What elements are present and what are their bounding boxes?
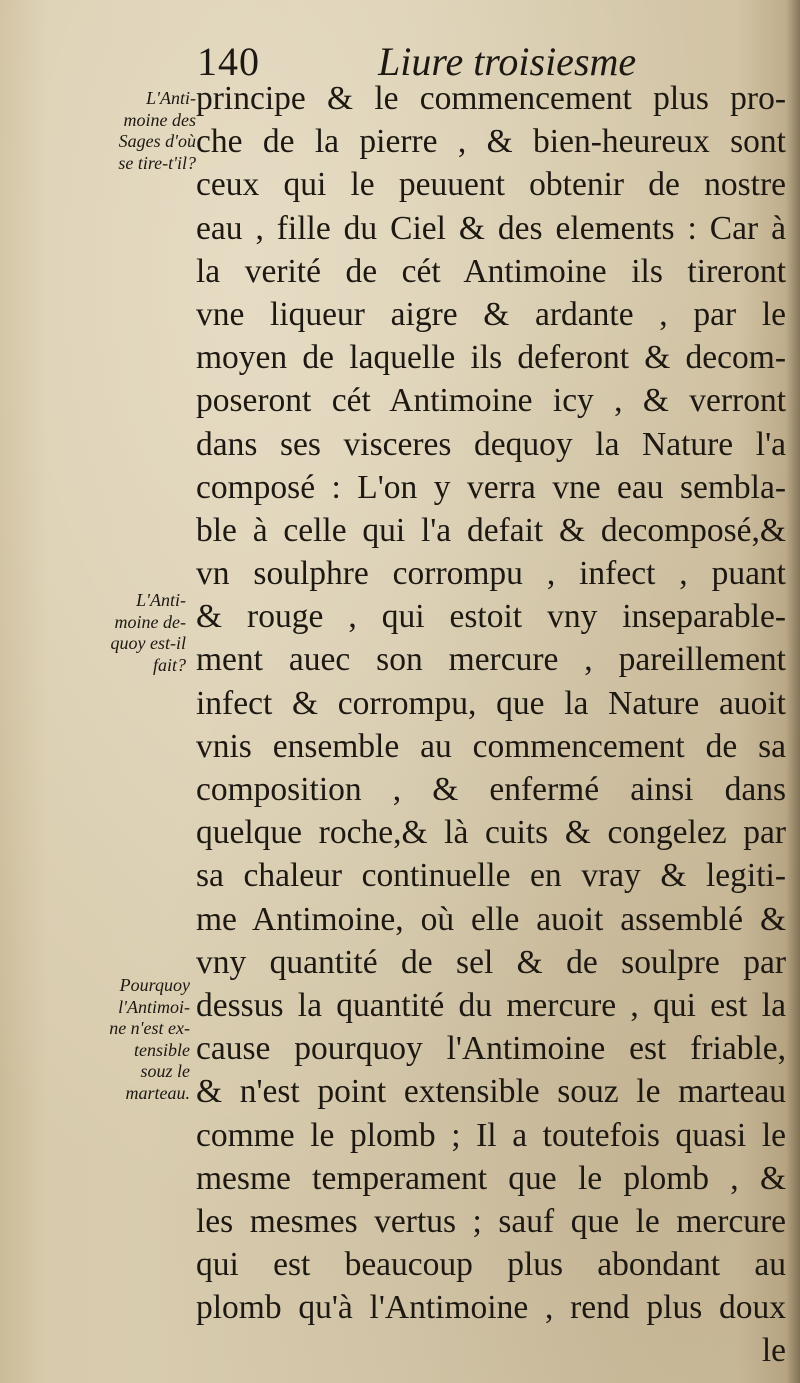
- text-line: vny quantité de sel & de soulpre par: [196, 943, 786, 981]
- text-line: comme le plomb ; Il a toutefois quasi le: [196, 1116, 786, 1154]
- text-line: vn soulphre corrompu , infect , puant: [196, 555, 786, 593]
- text-line: & n'est point extensible souz le marteau: [196, 1073, 786, 1111]
- text-line: me Antimoine, où elle auoit assemblé &: [196, 900, 786, 938]
- text-line: vnis ensemble au commencement de sa: [196, 727, 786, 765]
- marginal-note-line: moine des: [123, 109, 196, 130]
- marginal-note-line: fait?: [152, 654, 186, 675]
- marginal-note: [96, 88, 196, 174]
- marginal-note-line: moine de-: [114, 611, 186, 632]
- text-line: mesme temperament que le plomb , &: [196, 1159, 786, 1197]
- marginal-note-line: marteau.: [125, 1082, 190, 1103]
- text-line: composé : L'on y verra vne eau sembla-: [196, 468, 786, 506]
- marginal-note-line: Sages d'où: [118, 131, 196, 151]
- text-line: ble à celle qui l'a defait & decomposé,&: [196, 511, 786, 549]
- text-line: dessus la quantité du mercure , qui est la: [196, 986, 786, 1024]
- text-line: plomb qu'à l'Antimoine , rend plus doux: [196, 1289, 786, 1327]
- text-line: moyen de laquelle ils deferont & decom-: [196, 339, 786, 377]
- marginal-note-line: ne n'est ex-: [109, 1018, 190, 1038]
- body-text: [196, 77, 786, 1373]
- marginal-note-line: l'Antimoi-: [118, 996, 190, 1017]
- text-line: qui est beaucoup plus abondant au: [196, 1246, 786, 1284]
- text-line: infect & corrompu, que la Nature auoit: [196, 684, 786, 722]
- text-line: che de la pierre , & bien-heureux sont: [196, 123, 786, 161]
- text-line: vne liqueur aigre & ardante , par le: [196, 295, 786, 333]
- marginal-note-line: Pourquoy: [119, 975, 190, 995]
- text-line: sa chaleur continuelle en vray & legiti-: [196, 857, 786, 895]
- marginal-note-line: quoy est-il: [110, 633, 186, 653]
- text-line: composition , & enfermé ainsi dans: [196, 771, 786, 808]
- text-line: ment auec son mercure , pareillement: [196, 641, 786, 679]
- marginal-note-line: L'Anti-: [146, 88, 196, 108]
- text-line: la verité de cét Antimoine ils tireront: [196, 252, 786, 290]
- text-line: poseront cét Antimoine icy , & verront: [196, 382, 786, 420]
- text-line: principe & le commencement plus pro-: [196, 80, 786, 117]
- text-line: quelque roche,& là cuits & congelez par: [196, 814, 786, 852]
- marginal-note-line: L'Anti-: [136, 590, 186, 610]
- text-line: dans ses visceres dequoy la Nature l'a: [196, 425, 786, 463]
- text-line: & rouge , qui estoit vny inseparable-: [196, 598, 786, 636]
- text-line: ceux qui le peuuent obtenir de nostre: [196, 166, 786, 204]
- text-line: cause pourquoy l'Antimoine est friable,: [196, 1030, 786, 1068]
- marginal-note: [90, 975, 190, 1104]
- running-title: Liure troisiesme: [378, 39, 637, 84]
- marginal-note-line: se tire-t'il?: [118, 152, 196, 173]
- marginal-note: [86, 590, 186, 676]
- page-edge-shadow: [786, 0, 800, 1383]
- marginal-note-line: souz le: [140, 1061, 190, 1081]
- catchword: le: [761, 1332, 786, 1370]
- text-line: les mesmes vertus ; sauf que le mercure: [196, 1202, 786, 1240]
- text-line: eau , fille du Ciel & des elements : Car à: [196, 209, 786, 247]
- marginal-note-line: tensible: [134, 1039, 190, 1060]
- page-number: 140: [197, 39, 260, 84]
